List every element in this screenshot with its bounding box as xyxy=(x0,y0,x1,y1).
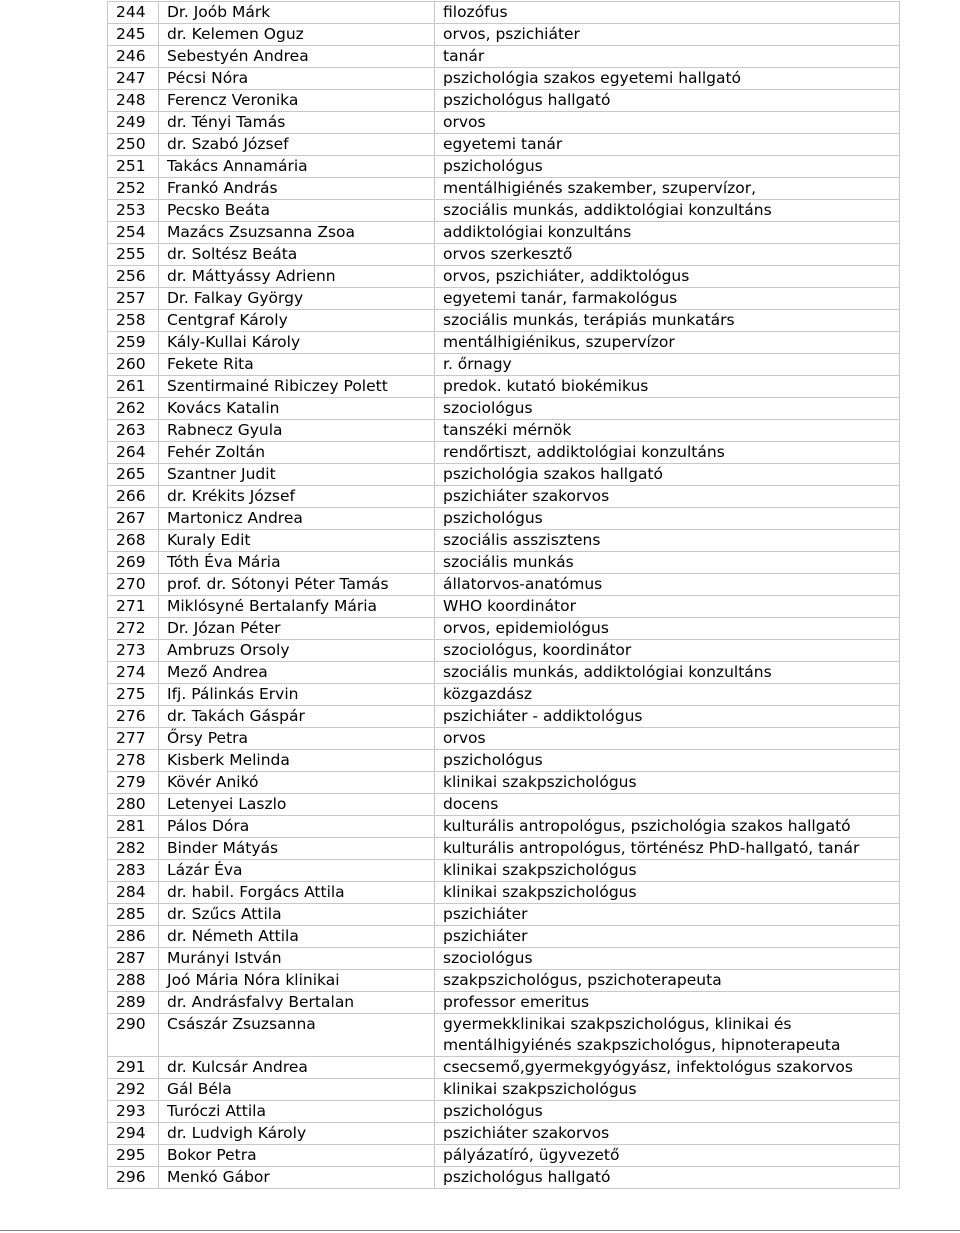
table-row xyxy=(108,706,900,728)
person-role: WHO koordinátor xyxy=(435,596,900,618)
table-row xyxy=(108,1167,900,1189)
row-number: 262 xyxy=(108,398,159,420)
person-role: egyetemi tanár xyxy=(435,134,900,156)
row-number: 276 xyxy=(108,706,159,728)
person-role: pszichiáter szakorvos xyxy=(435,486,900,508)
person-role: pszichológus hallgató xyxy=(435,1167,900,1189)
person-name: Fehér Zoltán xyxy=(159,442,435,464)
table-row xyxy=(108,794,900,816)
table-row xyxy=(108,662,900,684)
person-name: Mazács Zsuzsanna Zsoa xyxy=(159,222,435,244)
person-name: dr. Takách Gáspár xyxy=(159,706,435,728)
person-role: szociális munkás, terápiás munkatárs xyxy=(435,310,900,332)
table-row xyxy=(108,486,900,508)
person-role: szociológus xyxy=(435,948,900,970)
row-number: 256 xyxy=(108,266,159,288)
table-row xyxy=(108,992,900,1014)
person-name: dr. Máttyássy Adrienn xyxy=(159,266,435,288)
row-number: 273 xyxy=(108,640,159,662)
person-name: Kisberk Melinda xyxy=(159,750,435,772)
person-name: Pálos Dóra xyxy=(159,816,435,838)
table-row xyxy=(108,926,900,948)
person-role: pszichiáter szakorvos xyxy=(435,1123,900,1145)
person-name: Rabnecz Gyula xyxy=(159,420,435,442)
row-number: 269 xyxy=(108,552,159,574)
person-role: mentálhigiénés szakember, szupervízor, xyxy=(435,178,900,200)
person-name: Turóczi Attila xyxy=(159,1101,435,1123)
person-role: szociális munkás, addiktológiai konzultáns xyxy=(435,662,900,684)
table-row xyxy=(108,1123,900,1145)
person-role: pályázatíró, ügyvezető xyxy=(435,1145,900,1167)
table-row xyxy=(108,442,900,464)
table-row xyxy=(108,684,900,706)
row-number: 283 xyxy=(108,860,159,882)
row-number: 259 xyxy=(108,332,159,354)
person-name: dr. Ludvigh Károly xyxy=(159,1123,435,1145)
row-number: 295 xyxy=(108,1145,159,1167)
table-row xyxy=(108,112,900,134)
row-number: 257 xyxy=(108,288,159,310)
table-row xyxy=(108,266,900,288)
person-role: mentálhigiénikus, szupervízor xyxy=(435,332,900,354)
person-role: egyetemi tanár, farmakológus xyxy=(435,288,900,310)
person-name: Kály-Kullai Károly xyxy=(159,332,435,354)
person-name: Lázár Éva xyxy=(159,860,435,882)
person-name: Mező Andrea xyxy=(159,662,435,684)
person-role: orvos, pszichiáter xyxy=(435,24,900,46)
person-name: Miklósyné Bertalanfy Mária xyxy=(159,596,435,618)
row-number: 294 xyxy=(108,1123,159,1145)
row-number: 260 xyxy=(108,354,159,376)
row-number: 285 xyxy=(108,904,159,926)
person-name: Ambruzs Orsoly xyxy=(159,640,435,662)
table-row xyxy=(108,948,900,970)
person-name: Pécsi Nóra xyxy=(159,68,435,90)
row-number: 280 xyxy=(108,794,159,816)
person-role: klinikai szakpszichológus xyxy=(435,772,900,794)
person-role: szociális asszisztens xyxy=(435,530,900,552)
page-bottom-rule xyxy=(0,1230,960,1231)
table-row xyxy=(108,772,900,794)
table-row xyxy=(108,354,900,376)
row-number: 293 xyxy=(108,1101,159,1123)
person-role: pszichológia szakos egyetemi hallgató xyxy=(435,68,900,90)
table-row xyxy=(108,860,900,882)
person-name: Letenyei Laszlo xyxy=(159,794,435,816)
person-role: pszichológus xyxy=(435,508,900,530)
person-name: dr. Kelemen Oguz xyxy=(159,24,435,46)
table-row xyxy=(108,816,900,838)
person-role: pszichológus xyxy=(435,156,900,178)
person-role: szociális munkás, addiktológiai konzultáns xyxy=(435,200,900,222)
table-row xyxy=(108,552,900,574)
table-body xyxy=(108,2,900,1189)
row-number: 281 xyxy=(108,816,159,838)
person-role: klinikai szakpszichológus xyxy=(435,860,900,882)
table-row xyxy=(108,508,900,530)
row-number: 265 xyxy=(108,464,159,486)
table-row xyxy=(108,640,900,662)
row-number: 255 xyxy=(108,244,159,266)
row-number: 284 xyxy=(108,882,159,904)
table-row xyxy=(108,1014,900,1057)
table-row xyxy=(108,728,900,750)
row-number: 253 xyxy=(108,200,159,222)
table-row xyxy=(108,618,900,640)
row-number: 279 xyxy=(108,772,159,794)
table-row xyxy=(108,90,900,112)
person-name: Őrsy Petra xyxy=(159,728,435,750)
person-role: orvos xyxy=(435,112,900,134)
table-row xyxy=(108,332,900,354)
row-number: 261 xyxy=(108,376,159,398)
row-number: 252 xyxy=(108,178,159,200)
person-role: orvos, pszichiáter, addiktológus xyxy=(435,266,900,288)
table-row xyxy=(108,420,900,442)
person-name: dr. Krékits József xyxy=(159,486,435,508)
person-name: Szentirmainé Ribiczey Polett xyxy=(159,376,435,398)
table-row xyxy=(108,464,900,486)
row-number: 289 xyxy=(108,992,159,1014)
person-name: Császár Zsuzsanna xyxy=(159,1014,435,1057)
row-number: 244 xyxy=(108,2,159,24)
table-row xyxy=(108,750,900,772)
person-role: rendőrtiszt, addiktológiai konzultáns xyxy=(435,442,900,464)
person-name: dr. Andrásfalvy Bertalan xyxy=(159,992,435,1014)
person-name: Binder Mátyás xyxy=(159,838,435,860)
person-role: addiktológiai konzultáns xyxy=(435,222,900,244)
person-role: gyermekklinikai szakpszichológus, klinikai és mentálhigyiénés szakpszichológus, hipnoterapeuta xyxy=(435,1014,900,1057)
row-number: 246 xyxy=(108,46,159,68)
row-number: 247 xyxy=(108,68,159,90)
person-role: klinikai szakpszichológus xyxy=(435,1079,900,1101)
table-row xyxy=(108,530,900,552)
row-number: 268 xyxy=(108,530,159,552)
row-number: 296 xyxy=(108,1167,159,1189)
table-row xyxy=(108,376,900,398)
row-number: 286 xyxy=(108,926,159,948)
person-role: szociológus, koordinátor xyxy=(435,640,900,662)
person-role: állatorvos-anatómus xyxy=(435,574,900,596)
person-name: dr. Soltész Beáta xyxy=(159,244,435,266)
person-role: pszichológus xyxy=(435,750,900,772)
table-row xyxy=(108,200,900,222)
table-row xyxy=(108,596,900,618)
person-name: Ifj. Pálinkás Ervin xyxy=(159,684,435,706)
person-role: pszichológus xyxy=(435,1101,900,1123)
person-name: Kuraly Edit xyxy=(159,530,435,552)
person-name: Gál Béla xyxy=(159,1079,435,1101)
row-number: 258 xyxy=(108,310,159,332)
person-name: dr. Szűcs Attila xyxy=(159,904,435,926)
person-role: orvos xyxy=(435,728,900,750)
row-number: 264 xyxy=(108,442,159,464)
person-name: Takács Annamária xyxy=(159,156,435,178)
table-row xyxy=(108,970,900,992)
person-name: dr. Tényi Tamás xyxy=(159,112,435,134)
row-number: 277 xyxy=(108,728,159,750)
person-name: Centgraf Károly xyxy=(159,310,435,332)
table-row xyxy=(108,178,900,200)
person-name: Szantner Judit xyxy=(159,464,435,486)
row-number: 263 xyxy=(108,420,159,442)
table-row xyxy=(108,244,900,266)
row-number: 251 xyxy=(108,156,159,178)
person-role: r. őrnagy xyxy=(435,354,900,376)
person-role: orvos szerkesztő xyxy=(435,244,900,266)
table-row xyxy=(108,134,900,156)
person-role: pszichológus hallgató xyxy=(435,90,900,112)
row-number: 290 xyxy=(108,1014,159,1057)
person-role: csecsemő,gyermekgyógyász, infektológus szakorvos xyxy=(435,1057,900,1079)
table-row xyxy=(108,1057,900,1079)
row-number: 274 xyxy=(108,662,159,684)
table-row xyxy=(108,24,900,46)
row-number: 254 xyxy=(108,222,159,244)
person-role: közgazdász xyxy=(435,684,900,706)
person-name: Pecsko Beáta xyxy=(159,200,435,222)
person-name: Martonicz Andrea xyxy=(159,508,435,530)
person-name: Tóth Éva Mária xyxy=(159,552,435,574)
person-role: pszichiáter xyxy=(435,904,900,926)
person-name: Kovács Katalin xyxy=(159,398,435,420)
table-row xyxy=(108,838,900,860)
row-number: 272 xyxy=(108,618,159,640)
person-name: Joó Mária Nóra klinikai xyxy=(159,970,435,992)
person-name: Frankó András xyxy=(159,178,435,200)
table-row xyxy=(108,1101,900,1123)
table-row xyxy=(108,574,900,596)
row-number: 245 xyxy=(108,24,159,46)
row-number: 271 xyxy=(108,596,159,618)
row-number: 292 xyxy=(108,1079,159,1101)
person-name: Sebestyén Andrea xyxy=(159,46,435,68)
person-role: docens xyxy=(435,794,900,816)
row-number: 287 xyxy=(108,948,159,970)
person-name: Bokor Petra xyxy=(159,1145,435,1167)
person-role: tanszéki mérnök xyxy=(435,420,900,442)
person-name: Kövér Anikó xyxy=(159,772,435,794)
person-name: Dr. Joób Márk xyxy=(159,2,435,24)
person-role: pszichológia szakos hallgató xyxy=(435,464,900,486)
person-name: Fekete Rita xyxy=(159,354,435,376)
table-row xyxy=(108,2,900,24)
person-role: szakpszichológus, pszichoterapeuta xyxy=(435,970,900,992)
person-name: dr. Németh Attila xyxy=(159,926,435,948)
table-row xyxy=(108,1079,900,1101)
table-row xyxy=(108,68,900,90)
person-role: klinikai szakpszichológus xyxy=(435,882,900,904)
person-name: dr. Kulcsár Andrea xyxy=(159,1057,435,1079)
person-name: Menkó Gábor xyxy=(159,1167,435,1189)
person-role: kulturális antropológus, pszichológia szakos hallgató xyxy=(435,816,900,838)
table-row xyxy=(108,156,900,178)
row-number: 266 xyxy=(108,486,159,508)
person-role: pszichiáter xyxy=(435,926,900,948)
person-name: prof. dr. Sótonyi Péter Tamás xyxy=(159,574,435,596)
table-row xyxy=(108,882,900,904)
person-role: filozófus xyxy=(435,2,900,24)
table-row xyxy=(108,1145,900,1167)
table-row xyxy=(108,222,900,244)
person-name: Ferencz Veronika xyxy=(159,90,435,112)
row-number: 248 xyxy=(108,90,159,112)
person-role: szociológus xyxy=(435,398,900,420)
person-name: dr. Szabó József xyxy=(159,134,435,156)
person-role: szociális munkás xyxy=(435,552,900,574)
person-name: Dr. Falkay György xyxy=(159,288,435,310)
signatories-table xyxy=(107,1,900,1189)
table-row xyxy=(108,288,900,310)
person-role: predok. kutató biokémikus xyxy=(435,376,900,398)
table-row xyxy=(108,46,900,68)
row-number: 291 xyxy=(108,1057,159,1079)
row-number: 267 xyxy=(108,508,159,530)
person-role: professor emeritus xyxy=(435,992,900,1014)
row-number: 270 xyxy=(108,574,159,596)
row-number: 288 xyxy=(108,970,159,992)
row-number: 282 xyxy=(108,838,159,860)
person-role: tanár xyxy=(435,46,900,68)
person-name: Dr. Józan Péter xyxy=(159,618,435,640)
table-row xyxy=(108,398,900,420)
person-name: Murányi István xyxy=(159,948,435,970)
person-role: kulturális antropológus, történész PhD-hallgató, tanár xyxy=(435,838,900,860)
person-role: pszichiáter - addiktológus xyxy=(435,706,900,728)
table-row xyxy=(108,904,900,926)
row-number: 250 xyxy=(108,134,159,156)
row-number: 275 xyxy=(108,684,159,706)
table-row xyxy=(108,310,900,332)
person-role: orvos, epidemiológus xyxy=(435,618,900,640)
person-name: dr. habil. Forgács Attila xyxy=(159,882,435,904)
row-number: 249 xyxy=(108,112,159,134)
row-number: 278 xyxy=(108,750,159,772)
